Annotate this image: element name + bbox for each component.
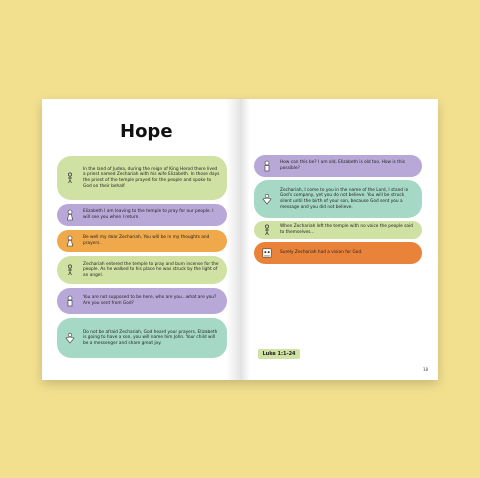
bubble-text: Elizabeth I am leaving to the temple to pray for our people. I will see you when I return. — [83, 209, 214, 220]
bubble-text: Be well my dear Zechariah. You will be in my thoughts and prayers. — [83, 235, 210, 246]
woman-icon — [65, 209, 75, 221]
speech-bubble — [57, 318, 227, 358]
right-page — [240, 99, 438, 380]
page-number: 18 — [423, 367, 429, 372]
figure-icon — [65, 172, 75, 184]
bubble-text: Do not be afraid Zechariah, God heard your prayers, Elizabeth is going to have a son, you will name him John. Your child will be a messenger and share great joy. — [83, 329, 218, 346]
speech-bubble — [57, 288, 227, 314]
open-book — [42, 99, 438, 380]
bubble-text: In the land of Judea, during the reign of King Herod there lived a priest named Zechariah with his wife Elizabeth. In those days the priest of the temple prayed for the people and spoke to God on their behalf. — [83, 166, 220, 189]
crowd-icon — [262, 247, 272, 259]
bubble-text: Surely Zechariah had a vision for God. — [280, 250, 363, 256]
bubble-text: How can this be? I am old, Elizabeth is old too. How is this possible? — [280, 160, 405, 171]
speech-bubble — [254, 242, 422, 264]
speech-bubble — [254, 155, 422, 177]
scripture-reference: Luke 1:1-24 — [258, 349, 300, 359]
speech-bubble — [57, 230, 227, 252]
bubble-text: You are not supposed to be here, who are you...what are you? Are you sent from God? — [83, 295, 217, 306]
figure-icon — [262, 224, 272, 236]
bubble-text: Zechariah, I come to you in the name of the Lord, I stand in God's company, yet you do not believe. You will be struck silent until the birth of your son, because God sent you a message and you did not believe. — [280, 187, 409, 210]
woman-icon — [65, 235, 75, 247]
speech-bubble — [57, 256, 227, 284]
speech-bubble — [254, 221, 422, 239]
speech-bubble — [57, 204, 227, 226]
gutter-shadow — [226, 99, 240, 380]
angel-icon — [65, 332, 75, 344]
left-page — [42, 99, 240, 380]
man-icon — [65, 295, 75, 307]
speech-bubble — [57, 156, 227, 200]
figure-icon — [65, 264, 75, 276]
page-title: Hope — [120, 121, 173, 142]
gutter-shadow — [240, 99, 250, 380]
angel-icon — [262, 193, 272, 205]
bubble-text: Zechariah entered the temple to pray and burn incense for the people. As he walked to his place he was struck by the light of an angel. — [83, 261, 219, 278]
man-icon — [262, 160, 272, 172]
speech-bubble — [254, 180, 422, 218]
bubble-text: When Zechariah left the temple with no voice the people said to themselves... — [280, 224, 413, 235]
